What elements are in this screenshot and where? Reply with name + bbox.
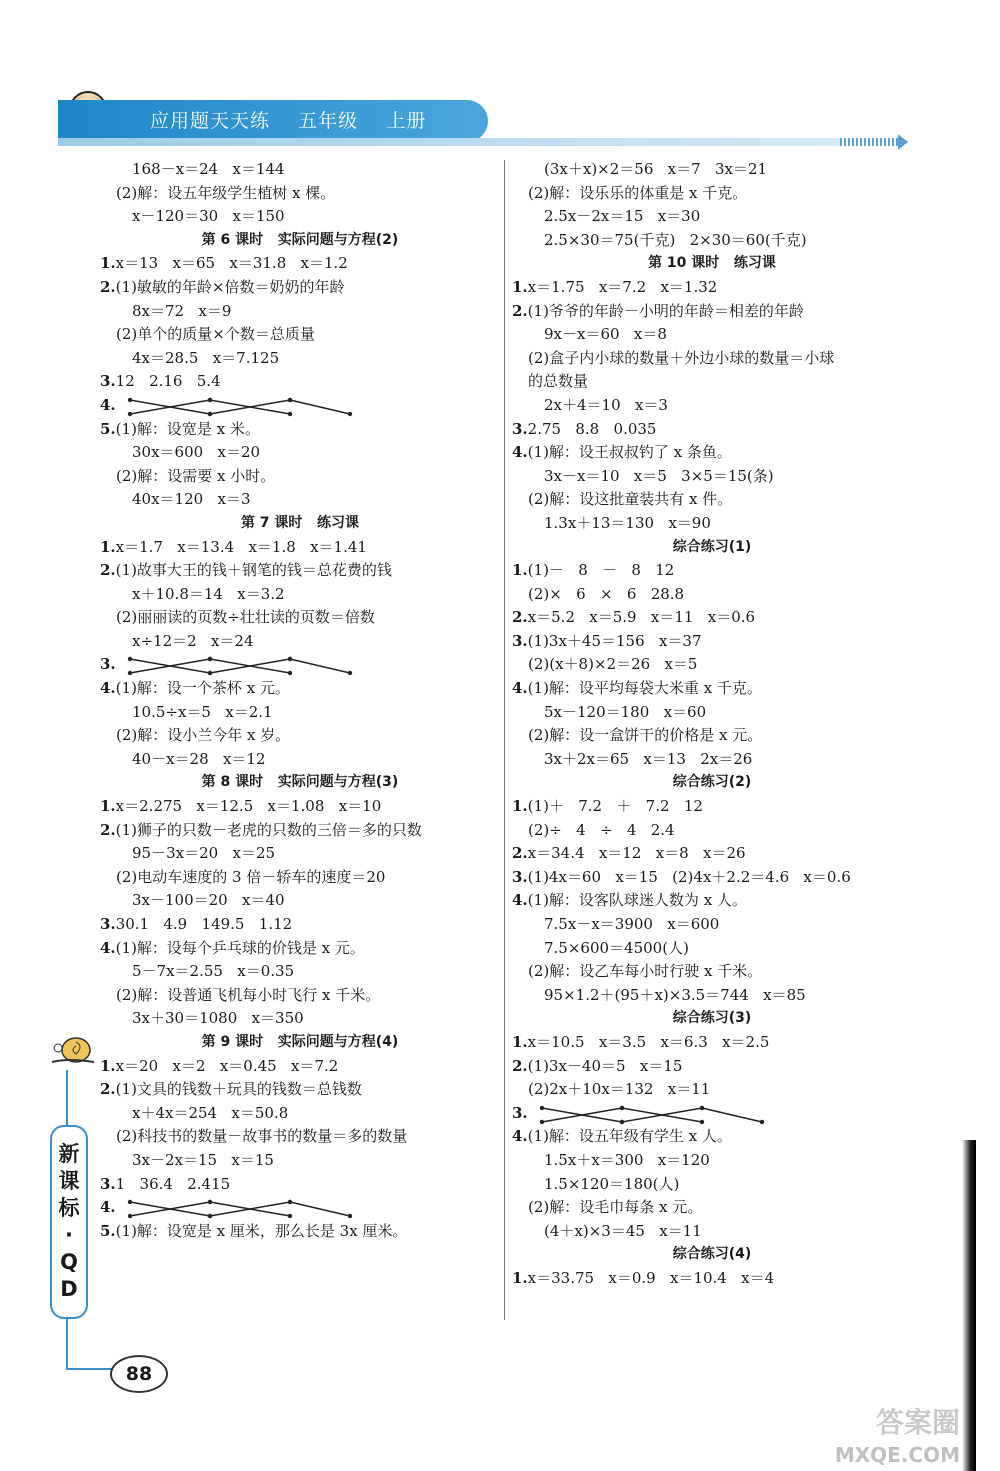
answer-line <box>100 889 500 913</box>
section-heading: 第 6 课时 实际问题与方程(2) <box>201 231 399 248</box>
answer-text: 3x＋2x＝65 x＝13 2x＝26 <box>544 749 753 768</box>
answer-line <box>512 1078 912 1102</box>
header-rule <box>58 138 898 146</box>
matching-dot <box>347 1214 351 1218</box>
answer-text: 40x＝120 x＝3 <box>132 490 251 509</box>
answer-text: (1)＋ 7.2 ＋ 7.2 12 <box>527 797 703 816</box>
answer-text: (2)单个的质量×个数＝总质量 <box>116 325 315 344</box>
matching-dot <box>287 412 291 416</box>
matching-dot <box>699 1106 703 1110</box>
matching-answer <box>100 1196 500 1220</box>
edition-char: Q <box>60 1250 78 1274</box>
question-number: 3. <box>512 419 528 438</box>
answer-text: (1)故事大王的钱＋钢笔的钱＝总花费的钱 <box>115 561 392 580</box>
header-rule-dashes <box>840 138 898 146</box>
answer-line <box>512 1220 912 1244</box>
answer-line <box>100 748 500 772</box>
question-number: 1. <box>512 797 528 816</box>
answer-line <box>512 630 912 654</box>
question-number: 2. <box>100 277 116 296</box>
answer-text: 8x＝72 x＝9 <box>132 301 232 320</box>
answer-line <box>512 229 912 253</box>
matching-dot <box>127 412 131 416</box>
answer-line <box>512 889 912 913</box>
answer-line <box>512 913 912 937</box>
answer-text: 3x－2x＝15 x＝15 <box>132 1150 274 1169</box>
matching-dot <box>539 1106 543 1110</box>
answer-line <box>512 418 912 442</box>
answer-line <box>100 323 500 347</box>
answer-text: (1)3x＋45＝156 x＝37 <box>527 631 702 650</box>
answer-text: (1)解：设平均每袋大米重 x 千克。 <box>527 679 762 698</box>
question-number: 2. <box>100 561 116 580</box>
answer-line <box>100 252 500 276</box>
matching-dot <box>207 398 211 402</box>
answer-text: 5x－120＝180 x＝60 <box>544 702 707 721</box>
question-number: 1. <box>100 797 116 816</box>
question-number: 1. <box>512 561 528 580</box>
matching-dot <box>127 398 131 402</box>
matching-line <box>290 1202 350 1216</box>
matching-dot <box>207 657 211 661</box>
question-number: 4. <box>512 443 528 462</box>
answer-text: (2)解：设五年级学生植树 x 棵。 <box>116 183 336 202</box>
section-heading: 综合练习(2) <box>672 774 752 791</box>
answer-line <box>100 158 500 182</box>
answer-text: (2)丽丽读的页数÷壮壮读的页数＝倍数 <box>116 608 375 627</box>
answer-text: (2)解：设乙车每小时行驶 x 千米。 <box>528 962 763 981</box>
question-number: 3. <box>512 867 528 886</box>
matching-dot <box>207 1200 211 1204</box>
answer-line <box>512 1196 912 1220</box>
answer-line <box>100 276 500 300</box>
answer-text: (1)解：设宽是 x 厘米，那么长是 3x 厘米。 <box>115 1221 408 1240</box>
answer-line <box>512 465 912 489</box>
question-number: 2. <box>100 1080 116 1099</box>
matching-answer <box>512 1102 912 1126</box>
answer-line <box>100 819 500 843</box>
answer-line <box>100 866 500 890</box>
answer-text: x＝10.5 x＝3.5 x＝6.3 x＝2.5 <box>527 1032 770 1051</box>
question-number: 2. <box>512 301 528 320</box>
matching-answer <box>100 653 500 677</box>
question-number: 2. <box>512 844 528 863</box>
answer-text: x÷12＝2 x＝24 <box>132 631 254 650</box>
edition-label <box>50 1125 88 1319</box>
answer-text: (1)－ 8 － 8 12 <box>527 561 675 580</box>
answer-line <box>512 394 912 418</box>
answer-text: (1)解：设五年级有学生 x 人。 <box>527 1127 732 1146</box>
answer-line <box>512 205 912 229</box>
answer-text: 1.3x＋13＝130 x＝90 <box>544 513 711 532</box>
question-number: 3. <box>100 1174 116 1193</box>
answer-text: (1)爷爷的年龄－小明的年龄＝相差的年龄 <box>527 301 804 320</box>
answer-line <box>512 559 912 583</box>
answer-line <box>512 347 912 371</box>
question-number: 4. <box>512 1127 528 1146</box>
answer-line <box>100 1078 500 1102</box>
matching-dot <box>759 1120 763 1124</box>
answer-line <box>512 370 912 394</box>
answer-text: (2)解：设这批童装共有 x 件。 <box>528 490 733 509</box>
answer-text: (2)盒子内小球的数量＋外边小球的数量＝小球 <box>528 348 835 367</box>
answer-line <box>100 1102 500 1126</box>
answer-text: x－120＝30 x＝150 <box>132 207 285 226</box>
snail-icon <box>48 1032 98 1066</box>
matching-dot <box>127 671 131 675</box>
answer-text: (3x＋x)×2＝56 x＝7 3x＝21 <box>544 160 768 178</box>
answer-line <box>100 559 500 583</box>
edition-char: 课 <box>58 1169 80 1193</box>
answer-line <box>512 323 912 347</box>
matching-dot <box>207 671 211 675</box>
answer-line <box>512 701 912 725</box>
answer-text: 4x＝28.5 x＝7.125 <box>132 348 280 367</box>
matching-dot <box>539 1120 543 1124</box>
answer-line <box>100 441 500 465</box>
answer-text: (1)4x＝60 x＝15 (2)4x＋2.2＝4.6 x＝0.6 <box>527 867 851 886</box>
answer-line <box>512 1267 912 1291</box>
answer-line <box>100 1173 500 1197</box>
matching-dot <box>699 1120 703 1124</box>
answer-text: 7.5x－x＝3900 x＝600 <box>544 915 720 933</box>
answer-text: (2)解：设乐乐的体重是 x 千克。 <box>528 183 748 202</box>
answer-text: (2)科技书的数量－故事书的数量＝多的数量 <box>116 1127 408 1146</box>
answer-text: 30x＝600 x＝20 <box>132 443 261 462</box>
question-number: 2. <box>512 1056 528 1075</box>
answer-line <box>100 583 500 607</box>
answer-text: x＝2.275 x＝12.5 x＝1.08 x＝10 <box>115 797 382 816</box>
matching-dot <box>619 1106 623 1110</box>
answer-text: (1)文具的钱数＋玩具的钱数＝总钱数 <box>115 1080 362 1099</box>
answer-text: x＝13 x＝65 x＝31.8 x＝1.2 <box>115 254 348 273</box>
question-number: 4. <box>100 395 116 414</box>
answer-text: x＝1.7 x＝13.4 x＝1.8 x＝1.41 <box>115 537 367 556</box>
answer-text: 3x－100＝20 x＝40 <box>132 891 285 910</box>
answer-text: x＝34.4 x＝12 x＝8 x＝26 <box>527 844 746 863</box>
answer-line <box>512 1031 912 1055</box>
watermark-url: MXQE.COM <box>834 1443 960 1467</box>
answer-line <box>100 606 500 630</box>
answer-line <box>512 937 912 961</box>
answer-text: 1.5x＋x＝300 x＝120 <box>544 1150 710 1169</box>
answer-text: 1.5×120＝180(人) <box>544 1174 680 1193</box>
answer-line <box>100 701 500 725</box>
answer-line <box>512 1055 912 1079</box>
answer-text: (1)解：设一个茶杯 x 元。 <box>115 679 290 698</box>
answer-text: 2x＋4＝10 x＝3 <box>544 395 668 414</box>
answer-line <box>512 984 912 1008</box>
answer-line <box>100 465 500 489</box>
answer-line <box>100 205 500 229</box>
answer-line <box>512 748 912 772</box>
edition-char: 新 <box>58 1142 80 1166</box>
question-number: 3. <box>512 1103 528 1122</box>
answer-text: (2)解：设需要 x 小时。 <box>116 466 276 485</box>
answer-text: x＝20 x＝2 x＝0.45 x＝7.2 <box>115 1056 339 1075</box>
watermark-logo: 答案圈 <box>875 1406 960 1439</box>
matching-dot <box>127 657 131 661</box>
answer-text: 的总数量 <box>528 372 589 391</box>
answer-line <box>100 913 500 937</box>
answer-line <box>512 512 912 536</box>
matching-dot <box>207 412 211 416</box>
question-number: 5. <box>100 419 116 438</box>
answer-text: 30.1 4.9 149.5 1.12 <box>115 915 293 933</box>
answer-line <box>100 1220 500 1244</box>
question-number: 4. <box>512 679 528 698</box>
matching-dot <box>287 1214 291 1218</box>
answer-text: 5－7x＝2.55 x＝0.35 <box>132 962 295 981</box>
answer-line <box>512 819 912 843</box>
answer-text: 3x＋30＝1080 x＝350 <box>132 1009 304 1028</box>
matching-answer <box>100 394 500 418</box>
question-number: 4. <box>100 679 116 698</box>
answer-text: (2)× 6 × 6 28.8 <box>528 584 685 603</box>
answer-text: (2)(x＋8)×2＝26 x＝5 <box>528 655 698 674</box>
answer-text: 168－x＝24 x＝144 <box>132 160 285 178</box>
answer-text: (2)解：设普通飞机每小时飞行 x 千米。 <box>116 985 381 1004</box>
matching-dot <box>347 412 351 416</box>
answer-text: 95－3x＝20 x＝25 <box>132 844 276 863</box>
matching-dot <box>127 1214 131 1218</box>
edition-char: D <box>60 1277 78 1301</box>
answer-line <box>512 441 912 465</box>
column-divider <box>504 160 505 1320</box>
answer-text: 2.75 8.8 0.035 <box>527 419 657 438</box>
answer-line <box>100 842 500 866</box>
answer-text: 1 36.4 2.415 <box>115 1174 231 1193</box>
answer-line <box>512 488 912 512</box>
question-number: 5. <box>100 1221 116 1240</box>
answer-text: (2)解：设小兰今年 x 岁。 <box>116 726 291 745</box>
answer-line <box>512 677 912 701</box>
question-number: 3. <box>100 915 116 933</box>
question-number: 2. <box>512 608 528 627</box>
answer-line <box>512 182 912 206</box>
answer-line <box>100 724 500 748</box>
answer-text: 40－x＝28 x＝12 <box>132 749 266 768</box>
edition-char: · <box>65 1223 73 1247</box>
matching-dot <box>619 1120 623 1124</box>
answer-line <box>512 606 912 630</box>
answer-text: 10.5÷x＝5 x＝2.1 <box>132 702 273 721</box>
question-number: 4. <box>100 938 116 957</box>
section-heading: 综合练习(3) <box>672 1010 752 1027</box>
question-number: 4. <box>100 1198 116 1217</box>
answer-text: (2)2x＋10x＝132 x＝11 <box>528 1080 711 1099</box>
answer-text: (2)解：设毛巾每条 x 元。 <box>528 1198 703 1217</box>
question-number: 3. <box>512 631 528 650</box>
answer-line <box>100 347 500 371</box>
answer-text: 12 2.16 5.4 <box>115 372 221 391</box>
answer-line <box>512 795 912 819</box>
answer-text: (1)3x－40＝5 x＝15 <box>527 1056 683 1075</box>
page-edge-shadow <box>962 1140 976 1471</box>
section-heading: 第 8 课时 实际问题与方程(3) <box>201 774 399 791</box>
left-answer-column <box>100 158 500 1243</box>
section-heading: 第 9 课时 实际问题与方程(4) <box>201 1033 399 1050</box>
answer-text: (1)解：设每个乒乓球的价钱是 x 元。 <box>115 938 365 957</box>
answer-line <box>512 300 912 324</box>
matching-line <box>702 1108 762 1122</box>
answer-text: 7.5×600＝4500(人) <box>544 938 689 957</box>
answer-text: (1)解：设客队球迷人数为 x 人。 <box>527 891 747 910</box>
edition-char: 标 <box>58 1196 80 1220</box>
matching-dot <box>207 1214 211 1218</box>
answer-text: 2.5x－2x＝15 x＝30 <box>544 207 701 226</box>
question-number: 3. <box>100 372 116 391</box>
answer-text: x＝1.75 x＝7.2 x＝1.32 <box>527 277 718 296</box>
answer-text: 2.5×30＝75(千克) 2×30＝60(千克) <box>544 230 807 249</box>
answer-line <box>100 630 500 654</box>
answer-line <box>512 1149 912 1173</box>
answer-line <box>512 1125 912 1149</box>
answer-text: (1)敏敏的年龄×倍数＝奶奶的年龄 <box>115 277 345 296</box>
answer-line <box>512 960 912 984</box>
answer-text: x＋10.8＝14 x＝3.2 <box>132 584 285 603</box>
answer-line <box>512 1173 912 1197</box>
matching-line <box>290 659 350 673</box>
answer-text: (1)狮子的只数－老虎的只数的三倍＝多的只数 <box>115 820 422 839</box>
answer-text: 3x－x＝10 x＝5 3×5＝15(条) <box>544 466 774 485</box>
answer-line <box>100 795 500 819</box>
answer-text: (2)电动车速度的 3 倍－轿车的速度＝20 <box>116 867 386 886</box>
answer-line <box>100 1007 500 1031</box>
answer-line <box>512 583 912 607</box>
matching-dot <box>287 671 291 675</box>
section-heading: 综合练习(1) <box>672 538 752 555</box>
answer-text: (4＋x)×3＝45 x＝11 <box>544 1221 702 1240</box>
answer-line <box>100 182 500 206</box>
question-number: 1. <box>100 1056 116 1075</box>
answer-text: x＝5.2 x＝5.9 x＝11 x＝0.6 <box>527 608 756 627</box>
answer-text: (1)解：设宽是 x 米。 <box>115 419 260 438</box>
answer-text: (2)÷ 4 ÷ 4 2.4 <box>528 820 675 839</box>
question-number: 1. <box>512 277 528 296</box>
answer-line <box>512 653 912 677</box>
answer-text: x＋4x＝254 x＝50.8 <box>132 1103 289 1122</box>
header-arrow-icon <box>898 134 908 150</box>
answer-line <box>100 300 500 324</box>
matching-dot <box>287 657 291 661</box>
matching-dot <box>287 1200 291 1204</box>
question-number: 2. <box>100 820 116 839</box>
answer-text: x＝33.75 x＝0.9 x＝10.4 x＝4 <box>527 1268 775 1287</box>
header-title: 应用题天天练 五年级 上册 <box>150 110 427 132</box>
answer-line <box>512 276 912 300</box>
answer-text: (1)解：设王叔叔钓了 x 条鱼。 <box>527 443 732 462</box>
section-heading: 第 10 课时 练习课 <box>648 255 776 272</box>
answer-line <box>100 536 500 560</box>
question-number: 1. <box>512 1268 528 1287</box>
matching-dot <box>287 398 291 402</box>
section-heading: 第 7 课时 练习课 <box>240 514 360 531</box>
answer-line <box>100 1055 500 1079</box>
question-number: 1. <box>100 254 116 273</box>
answer-text: (2)解：设一盒饼干的价格是 x 元。 <box>528 726 763 745</box>
answer-line <box>100 937 500 961</box>
answer-text: 95×1.2＋(95＋x)×3.5＝744 x＝85 <box>544 985 806 1004</box>
answer-line <box>100 1125 500 1149</box>
question-number: 1. <box>512 1032 528 1051</box>
answer-line <box>100 488 500 512</box>
answer-line <box>100 960 500 984</box>
section-heading: 综合练习(4) <box>672 1246 752 1263</box>
question-number: 1. <box>100 537 116 556</box>
answer-line <box>100 1149 500 1173</box>
question-number: 4. <box>512 891 528 910</box>
page-number: 88 <box>110 1355 168 1393</box>
right-answer-column <box>512 158 912 1291</box>
matching-dot <box>347 671 351 675</box>
answer-line <box>512 724 912 748</box>
answer-line <box>512 866 912 890</box>
answer-line <box>100 984 500 1008</box>
matching-dot <box>127 1200 131 1204</box>
answer-text: 9x－x＝60 x＝8 <box>544 325 667 344</box>
answer-line <box>512 158 912 182</box>
matching-line <box>290 400 350 414</box>
answer-line <box>100 370 500 394</box>
question-number: 3. <box>100 655 116 674</box>
answer-line <box>512 842 912 866</box>
